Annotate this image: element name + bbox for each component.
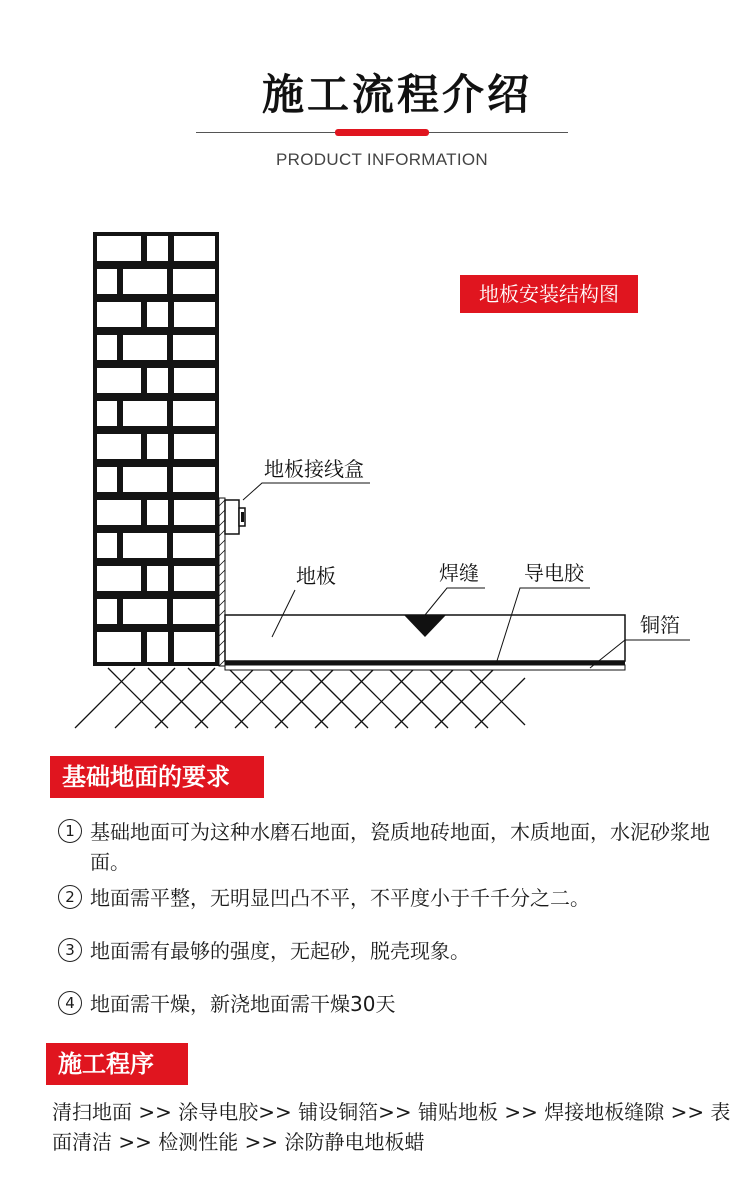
label-conductive-glue: 导电胶 bbox=[524, 561, 584, 585]
brick-wall bbox=[93, 232, 219, 666]
junction-box bbox=[225, 500, 245, 534]
label-junction-box: 地板接线盒 bbox=[264, 457, 364, 481]
requirements-heading: 基础地面的要求 bbox=[50, 756, 264, 798]
glue-layer bbox=[225, 665, 625, 670]
item-number-badge: 1 bbox=[58, 819, 82, 843]
requirement-item bbox=[58, 936, 718, 966]
ground-hatch bbox=[75, 668, 525, 728]
copper-foil-layer bbox=[225, 661, 625, 665]
requirement-text: 地面需有最够的强度，无起砂，脱壳现象。 bbox=[90, 939, 470, 963]
title-accent-bar bbox=[335, 129, 429, 136]
page-title: 施工流程介绍 bbox=[261, 70, 532, 119]
requirement-item bbox=[58, 817, 718, 877]
requirement-text: 基础地面可为这种水磨石地面，瓷质地砖地面，木质地面，水泥砂浆地面。 bbox=[90, 820, 710, 874]
requirement-item bbox=[58, 989, 718, 1019]
label-weld-seam: 焊缝 bbox=[439, 561, 479, 585]
requirement-text: 地面需干燥，新浇地面需干燥30天 bbox=[90, 992, 396, 1016]
item-number-badge: 4 bbox=[58, 991, 82, 1015]
item-number-badge: 2 bbox=[58, 885, 82, 909]
weld-seam-leader bbox=[425, 588, 485, 615]
procedure-steps: 清扫地面 >> 涂导电胶>> 铺设铜箔>> 铺贴地板 >> 焊接地板缝隙 >> 表面清洁 >> 检测性能 >> 涂防静电地板蜡 bbox=[52, 1100, 731, 1154]
label-copper-foil: 铜箔 bbox=[640, 613, 680, 637]
junction-box-leader bbox=[243, 483, 370, 500]
item-number-badge: 3 bbox=[58, 938, 82, 962]
label-floor: 地板 bbox=[296, 564, 336, 588]
requirement-item bbox=[58, 883, 718, 913]
procedure-heading: 施工程序 bbox=[46, 1043, 188, 1085]
requirement-text: 地面需平整，无明显凹凸不平，不平度小于千千分之二。 bbox=[90, 886, 590, 910]
wall-plaster-strip bbox=[219, 498, 225, 666]
diagram-caption: 地板安装结构图 bbox=[460, 275, 638, 313]
page-subtitle: PRODUCT INFORMATION bbox=[276, 150, 488, 169]
